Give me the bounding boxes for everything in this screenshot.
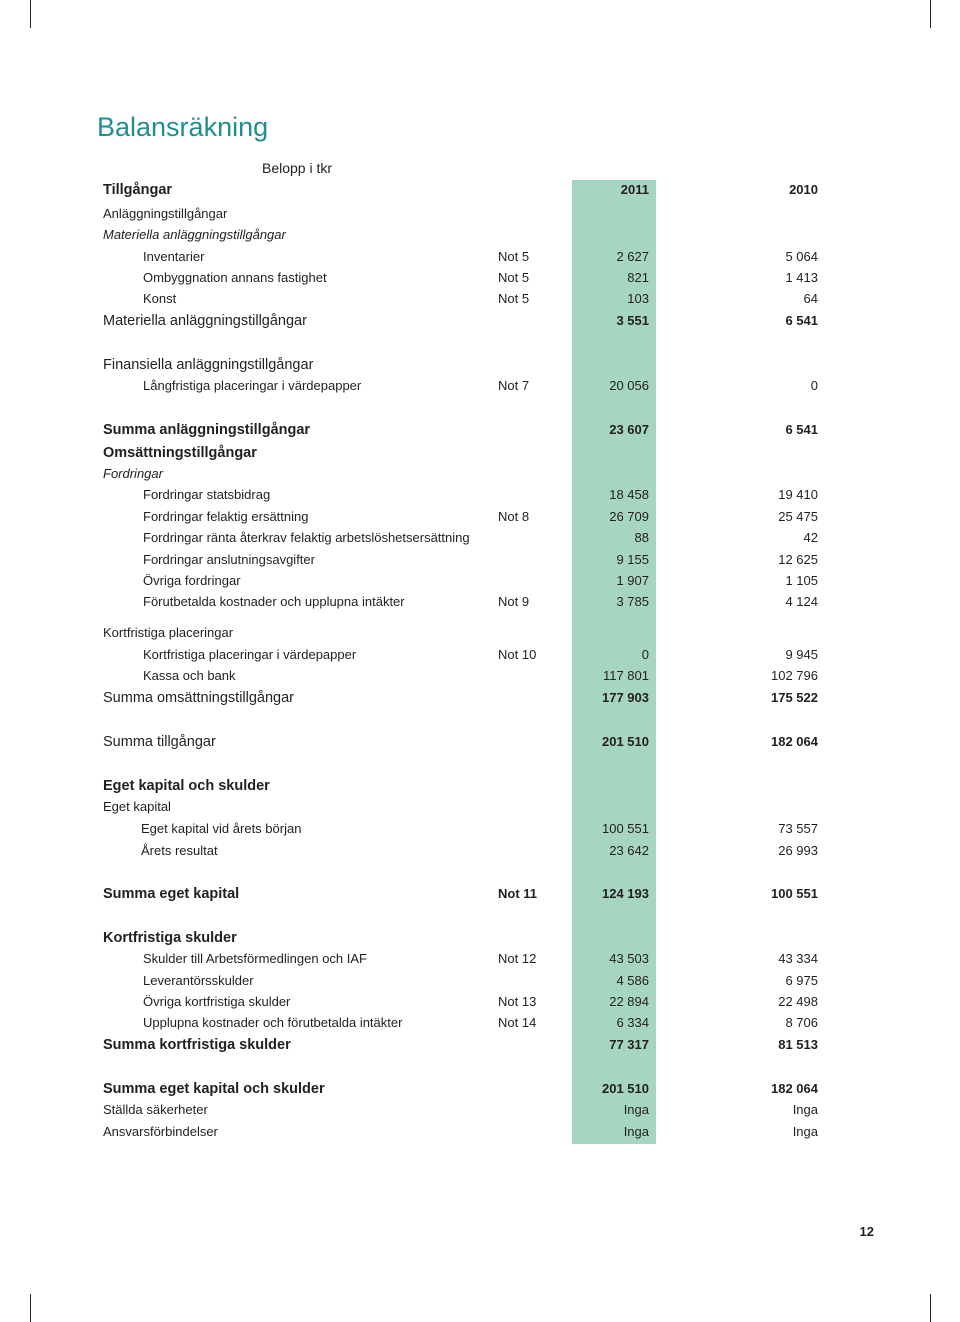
- row-value-2011: 3 785: [616, 594, 649, 609]
- row-note: Not 8: [498, 509, 530, 524]
- row-value-2010: 12 625: [778, 552, 818, 567]
- row-value-2011: 117 801: [602, 668, 649, 683]
- row-value-2011: 6 334: [616, 1015, 649, 1030]
- table-row: [0, 355, 960, 375]
- row-label: Långfristiga placeringar i värdepapper: [143, 378, 362, 393]
- table-row: [0, 507, 960, 527]
- row-label: Inventarier: [143, 249, 205, 264]
- row-value-2011: 1 907: [616, 573, 649, 588]
- row-value-2011: 9 155: [616, 552, 649, 567]
- table-row: [0, 1122, 960, 1142]
- table-row-total: [0, 420, 960, 440]
- row-label: Ställda säkerheter: [103, 1102, 208, 1117]
- unit-note: Belopp i tkr: [262, 160, 333, 176]
- row-value-2011: 22 894: [609, 994, 649, 1009]
- row-value-2011: 23 607: [609, 422, 649, 437]
- table-row: [0, 289, 960, 309]
- row-value-2010: 73 557: [778, 821, 818, 836]
- row-label: Summa eget kapital: [103, 886, 240, 902]
- row-value-2011: 26 709: [609, 509, 649, 524]
- row-label: Omsättningstillgångar: [103, 445, 257, 461]
- row-label: Eget kapital och skulder: [103, 778, 270, 794]
- row-label: Ombyggnation annans fastighet: [143, 270, 327, 285]
- row-label: Materiella anläggningstillgångar: [103, 227, 286, 242]
- header-year-2010: 2010: [789, 182, 818, 197]
- row-value-2010: 64: [803, 291, 818, 306]
- table-row: [0, 550, 960, 570]
- row-label: Anläggningstillgångar: [103, 206, 228, 221]
- row-value-2011: 2 627: [616, 249, 649, 264]
- row-value-2011: 3 551: [616, 313, 649, 328]
- row-value-2011: 4 586: [616, 973, 649, 988]
- row-label: Ansvarsförbindelser: [103, 1124, 218, 1139]
- table-row: [0, 666, 960, 686]
- row-value-2011: 23 642: [609, 843, 649, 858]
- table-row: [0, 376, 960, 396]
- row-value-2010: 102 796: [771, 668, 818, 683]
- row-value-2010: 26 993: [778, 843, 818, 858]
- page-title: Balansräkning: [97, 112, 269, 142]
- table-row-total: [0, 732, 960, 752]
- row-note: Not 11: [498, 886, 538, 901]
- row-label: Leverantörsskulder: [143, 973, 254, 988]
- row-value-2011: 201 510: [602, 734, 649, 749]
- row-value-2011: 201 510: [602, 1081, 649, 1096]
- row-value-2010: 9 945: [785, 647, 818, 662]
- table-row: [0, 464, 960, 484]
- row-note: Not 5: [498, 249, 530, 264]
- crop-mark-top-right: [930, 0, 931, 28]
- row-label: Summa omsättningstillgångar: [103, 690, 295, 706]
- table-row: [0, 225, 960, 245]
- row-note: Not 10: [498, 647, 537, 662]
- table-row: [0, 971, 960, 991]
- row-value-2010: 6 541: [785, 313, 818, 328]
- row-value-2010: 182 064: [771, 1081, 818, 1096]
- row-note: Not 5: [498, 291, 530, 306]
- table-row-section: [0, 928, 960, 948]
- row-label: Övriga kortfristiga skulder: [143, 994, 291, 1009]
- row-label: Materiella anläggningstillgångar: [103, 313, 307, 329]
- row-value-2010: 175 522: [771, 690, 818, 705]
- row-value-2010: 4 124: [785, 594, 818, 609]
- table-row: [0, 592, 960, 612]
- table-row-total: [0, 1035, 960, 1055]
- row-value-2011: 821: [627, 270, 649, 285]
- row-value-2010: Inga: [792, 1102, 818, 1117]
- row-value-2011: 77 317: [609, 1037, 649, 1052]
- row-label: Förutbetalda kostnader och upplupna intäkter: [143, 594, 405, 609]
- row-value-2011: 18 458: [609, 487, 649, 502]
- row-value-2011: 177 903: [602, 690, 649, 705]
- row-label: Summa anläggningstillgångar: [103, 422, 311, 438]
- row-label: Finansiella anläggningstillgångar: [103, 357, 314, 373]
- row-label: Övriga fordringar: [143, 573, 241, 588]
- row-value-2011: 124 193: [602, 886, 649, 901]
- row-label: Kassa och bank: [143, 668, 236, 683]
- row-value-2011: 0: [641, 647, 649, 662]
- row-label: Kortfristiga skulder: [103, 930, 237, 946]
- header-label: Tillgångar: [103, 182, 173, 198]
- row-value-2010: 6 975: [785, 973, 818, 988]
- row-value-2010: 100 551: [771, 886, 818, 901]
- row-value-2011: 103: [627, 291, 649, 306]
- row-value-2010: 43 334: [778, 951, 818, 966]
- row-label: Summa tillgångar: [103, 734, 216, 750]
- table-row: [0, 645, 960, 665]
- row-label: Fordringar ränta återkrav felaktig arbetslöshetsersättning: [143, 530, 470, 545]
- crop-mark-bottom-right: [930, 1294, 931, 1322]
- table-row: [0, 1100, 960, 1120]
- row-value-2011: 88: [634, 530, 649, 545]
- row-note: Not 9: [498, 594, 530, 609]
- row-value-2010: 8 706: [785, 1015, 818, 1030]
- row-value-2010: 42: [803, 530, 818, 545]
- table-row: [0, 949, 960, 969]
- row-label: Skulder till Arbetsförmedlingen och IAF: [143, 951, 367, 966]
- row-value-2010: 25 475: [778, 509, 818, 524]
- table-row-total: [0, 688, 960, 708]
- row-label: Summa kortfristiga skulder: [103, 1037, 291, 1053]
- table-row-subtotal: [0, 311, 960, 331]
- crop-mark-top-left: [30, 0, 31, 28]
- row-note: Not 12: [498, 951, 537, 966]
- table-row: [0, 204, 960, 224]
- row-label: Eget kapital vid årets början: [141, 821, 302, 836]
- row-value-2010: 81 513: [778, 1037, 818, 1052]
- row-value-2010: 19 410: [778, 487, 818, 502]
- table-row: [0, 247, 960, 267]
- row-label: Summa eget kapital och skulder: [103, 1081, 325, 1097]
- row-label: Fordringar: [103, 466, 163, 481]
- row-value-2010: 182 064: [771, 734, 818, 749]
- table-row: [0, 623, 960, 643]
- row-label: Fordringar anslutningsavgifter: [143, 552, 315, 567]
- table-row-section: [0, 776, 960, 796]
- crop-mark-bottom-left: [30, 1294, 31, 1322]
- table-row: [0, 992, 960, 1012]
- table-row: [0, 797, 960, 817]
- table-row-total: [0, 884, 960, 904]
- row-value-2010: 0: [810, 378, 818, 393]
- row-label: Årets resultat: [141, 843, 218, 858]
- row-value-2011: 43 503: [609, 951, 649, 966]
- row-label: Fordringar statsbidrag: [143, 487, 271, 502]
- row-value-2011: Inga: [623, 1124, 649, 1139]
- row-note: Not 5: [498, 270, 530, 285]
- table-row: [0, 819, 960, 839]
- row-note: Not 13: [498, 994, 537, 1009]
- header-year-2011: 2011: [620, 182, 649, 197]
- row-value-2010: 5 064: [785, 249, 818, 264]
- table-row: [0, 1013, 960, 1033]
- row-label: Kortfristiga placeringar: [103, 625, 234, 640]
- table-row: [0, 841, 960, 861]
- row-label: Kortfristiga placeringar i värdepapper: [143, 647, 357, 662]
- row-label: Fordringar felaktig ersättning: [143, 509, 309, 524]
- table-row: [0, 528, 960, 548]
- table-row: [0, 268, 960, 288]
- row-value-2011: Inga: [623, 1102, 649, 1117]
- table-header: [0, 180, 960, 200]
- table-row: [0, 571, 960, 591]
- row-value-2010: 22 498: [778, 994, 818, 1009]
- row-value-2010: 1 105: [785, 573, 818, 588]
- row-label: Upplupna kostnader och förutbetalda intäkter: [143, 1015, 403, 1030]
- page-number: 12: [859, 1224, 874, 1239]
- row-note: Not 14: [498, 1015, 537, 1030]
- row-value-2011: 20 056: [609, 378, 649, 393]
- table-row-total: [0, 1079, 960, 1099]
- row-value-2011: 100 551: [602, 821, 649, 836]
- row-value-2010: Inga: [792, 1124, 818, 1139]
- table-row: [0, 485, 960, 505]
- table-row-section: [0, 443, 960, 463]
- row-label: Konst: [143, 291, 177, 306]
- row-value-2010: 1 413: [785, 270, 818, 285]
- row-note: Not 7: [498, 378, 530, 393]
- row-value-2010: 6 541: [785, 422, 818, 437]
- row-label: Eget kapital: [103, 799, 171, 814]
